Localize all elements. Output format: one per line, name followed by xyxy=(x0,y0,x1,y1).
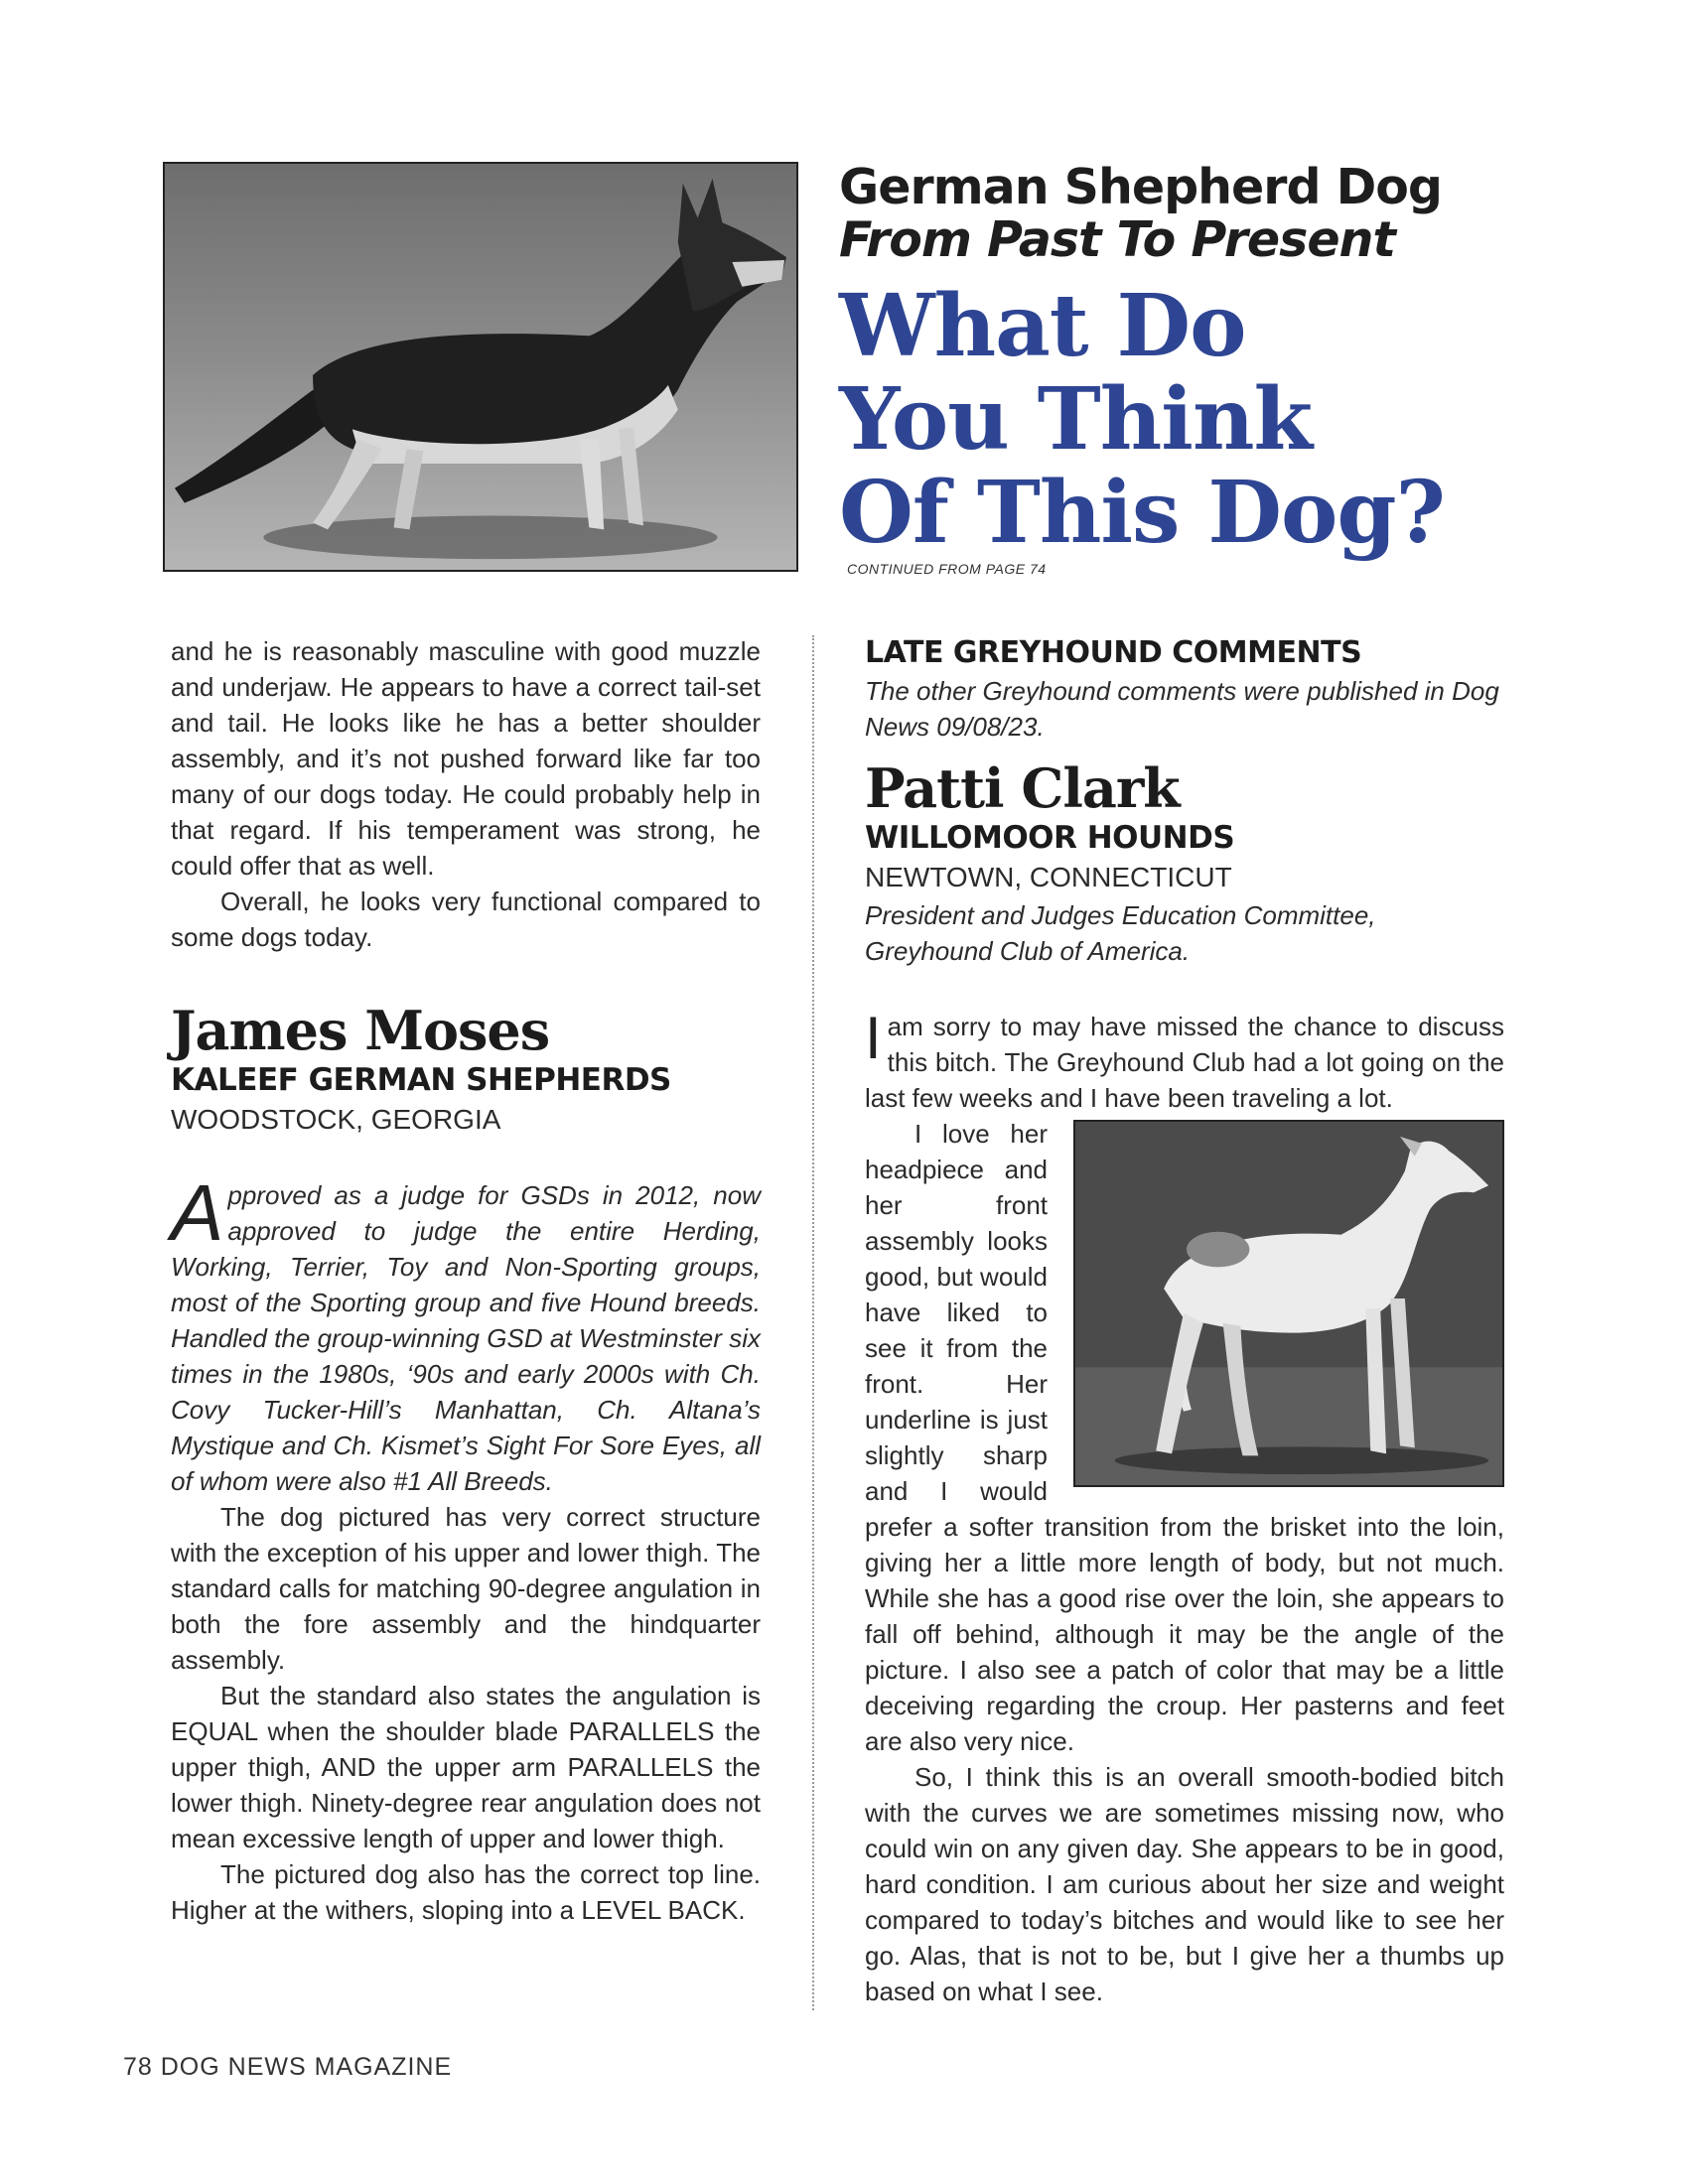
continued-note: CONTINUED FROM PAGE 74 xyxy=(847,561,1047,577)
judge-bio xyxy=(171,1168,761,1499)
headline-line-1: What Do xyxy=(839,276,1246,376)
german-shepherd-photo xyxy=(163,162,798,572)
body-paragraph-1: The dog pictured has very correct structure with the exception of his upper and lower thigh. The standard calls for matching 90-degree angulation in both the fore assembly and the hindquarter assembly. xyxy=(171,1502,761,1675)
section-note: The other Greyhound comments were published in Dog News 09/08/23. xyxy=(865,676,1499,742)
wrap-paragraph: I love her headpiece and her front assembly looks good, but would have liked to see it from the front. Her underline is just slightly sharp and I would prefer a softer transition from the brisket into the loin, giving her a little more length of body, but not much. While she has a good rise over the loin, she appears to fall off behind, although it may be the angle of the picture. I also see a patch of color that may be a little deceiving regarding the croup. Her pasterns and feet are also very nice. xyxy=(865,1119,1504,1756)
left-column xyxy=(171,633,761,1928)
intro-paragraph-1: and he is reasonably masculine with good muzzle and underjaw. He appears to have a correct tail-set and tail. He looks like he has a better shoulder assembly, and it’s not pushed forward like far too many of our dogs today. He could probably help in that regard. If his temperament was strong, he could offer that as well. xyxy=(171,636,761,881)
closing-paragraph: So, I think this is an overall smooth-bodied bitch with the curves we are sometimes missing now, who could win on any given day. She appears to be in good, hard condition. I am curious about her size and weight compared to today’s bitches and would like to see her go. Alas, that is not to be, but I give her a thumbs up based on what I see. xyxy=(865,1762,1504,2006)
lead-dropcap: I xyxy=(865,1005,882,1071)
lead-text: am sorry to may have missed the chance to discuss this bitch. The Greyhound Club had a lot going on the last few weeks and I have been traveling a lot. xyxy=(865,1012,1504,1113)
page-folio: 78 DOG NEWS MAGAZINE xyxy=(123,2053,453,2081)
headline xyxy=(839,276,1614,563)
judge-location-right: NEWTOWN, CONNECTICUT xyxy=(865,862,1232,892)
lead-paragraph xyxy=(865,1005,1504,1116)
column-divider xyxy=(812,635,814,2010)
right-column xyxy=(865,633,1504,2009)
series-subkicker: From Past To Present xyxy=(839,211,1395,268)
intro-paragraph-2: Overall, he looks very functional compared to some dogs today. xyxy=(171,887,761,952)
series-kicker: German Shepherd Dog xyxy=(839,159,1442,215)
bio-dropcap: A xyxy=(171,1168,224,1257)
body-paragraph-2: But the standard also states the angulation is EQUAL when the shoulder blade PARALLELS the upper thigh, AND the upper arm PARALLELS the lower thigh. Ninety-degree rear angulation does not mean excessive length of upper and lower thigh. xyxy=(171,1681,761,1853)
greyhound-photo xyxy=(1073,1120,1504,1487)
body-paragraph-3: The pictured dog also has the correct top line. Higher at the withers, sloping into a LEVEL BACK. xyxy=(171,1859,761,1925)
judge-name-james-moses: James Moses xyxy=(171,999,550,1062)
judge-location: WOODSTOCK, GEORGIA xyxy=(171,1104,501,1135)
judge-credentials: President and Judges Education Committee, Greyhound Club of America. xyxy=(865,900,1376,966)
headline-line-2: You Think xyxy=(839,369,1313,470)
headline-line-3: Of This Dog? xyxy=(839,463,1445,563)
section-title: LATE GREYHOUND COMMENTS xyxy=(865,635,1362,670)
judge-kennel-right: WILLOMOOR HOUNDS xyxy=(865,820,1235,856)
bio-text: pproved as a judge for GSDs in 2012, now approved to judge the entire Herding, Working, Terrier, Toy and Non-Sporting groups, most of the Sporting group and five Hound breeds. Handled the group-winning GSD at Westminster six times in the 1980s, ‘90s and early 2000s with Ch. Covy Tucker-Hill’s Manhattan, Ch. Altana’s Mystique and Ch. Kismet’s Sight For Sore Eyes, all of whom were also #1 All Breeds. xyxy=(171,1180,761,1496)
judge-kennel: KALEEF GERMAN SHEPHERDS xyxy=(171,1062,671,1098)
judge-name-patti-clark: Patti Clark xyxy=(865,756,1180,820)
